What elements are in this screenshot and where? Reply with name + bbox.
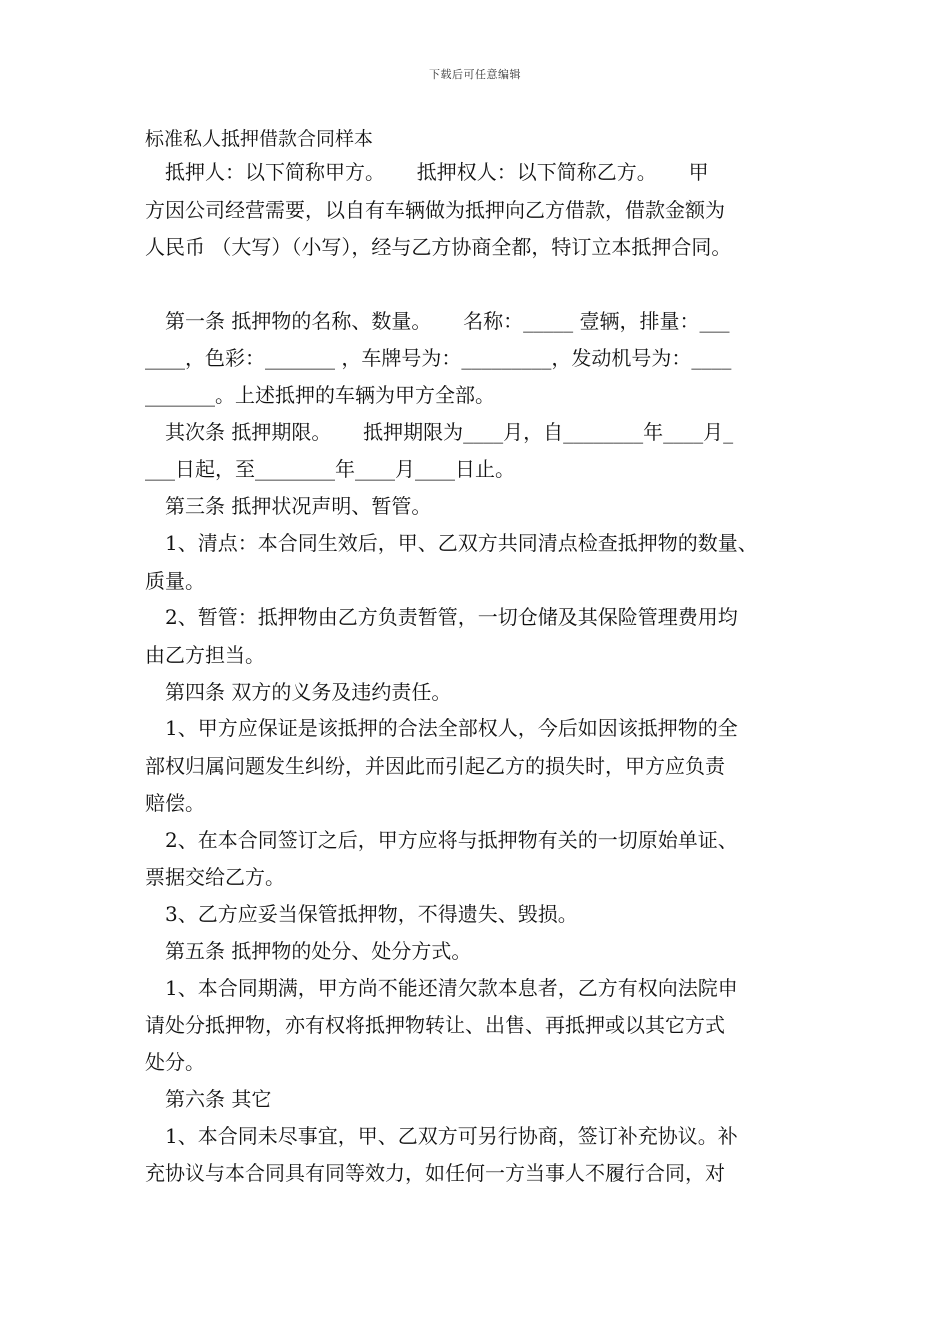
- body-line: 人民币 （大写）（小写），经与乙方协商全都，特订立本抵押合同。: [145, 235, 732, 259]
- body-line: ___日起，至________年____月____日止。: [145, 457, 515, 481]
- body-line: 1、本合同未尽事宜，甲、乙双方可另行协商，签订补充协议。补: [165, 1124, 738, 1148]
- body-line: 由乙方担当。: [145, 643, 265, 667]
- body-line: 3、乙方应妥当保管抵押物，不得遗失、毁损。: [165, 902, 578, 926]
- document-title: 标准私人抵押借款合同样本: [145, 128, 374, 150]
- body-line: 2、暂管：抵押物由乙方负责暂管，一切仓储及其保险管理费用均: [165, 605, 738, 629]
- body-line: 充协议与本合同具有同等效力，如任何一方当事人不履行合同，对: [145, 1161, 725, 1185]
- body-line: 部权归属问题发生纠纷，并因此而引起乙方的损失时，甲方应负责: [145, 754, 725, 778]
- body-line: 2、在本合同签订之后，甲方应将与抵押物有关的一切原始单证、: [165, 828, 738, 852]
- body-line: 处分。: [145, 1050, 205, 1074]
- page-header-note: 下载后可任意编辑: [429, 68, 521, 81]
- body-line: 请处分抵押物，亦有权将抵押物转让、出售、再抵押或以其它方式: [145, 1013, 725, 1037]
- body-line: 1、甲方应保证是该抵押的合法全部权人，今后如因该抵押物的全: [165, 716, 738, 740]
- body-line: 方因公司经营需要，以自有车辆做为抵押向乙方借款，借款金额为: [145, 198, 725, 222]
- body-line: 第一条 抵押物的名称、数量。 名称：_____ 壹辆，排量：___: [165, 309, 730, 333]
- body-line: 第四条 双方的义务及违约责任。: [165, 680, 452, 704]
- body-line: 1、清点：本合同生效后，甲、乙双方共同清点检查抵押物的数量、: [165, 531, 758, 555]
- body-line: 质量。: [145, 569, 205, 593]
- body-line: 第三条 抵押状况声明、暂管。: [165, 494, 432, 518]
- body-line: 第六条 其它: [165, 1087, 272, 1111]
- body-line: ____，色彩：_______ ，车牌号为：_________，发动机号为：____: [145, 346, 732, 370]
- body-line: 其次条 抵押期限。 抵押期限为____月，自________年____月_: [165, 420, 734, 444]
- body-line: 第五条 抵押物的处分、处分方式。: [165, 939, 472, 963]
- body-line: _______。上述抵押的车辆为甲方全部。: [145, 383, 495, 407]
- body-line: 赔偿。: [145, 791, 205, 815]
- body-line: 1、本合同期满，甲方尚不能还清欠款本息者，乙方有权向法院申: [165, 976, 738, 1000]
- body-line: 票据交给乙方。: [145, 865, 285, 889]
- body-line: 抵押人：以下简称甲方。 抵押权人：以下简称乙方。 甲: [165, 160, 709, 184]
